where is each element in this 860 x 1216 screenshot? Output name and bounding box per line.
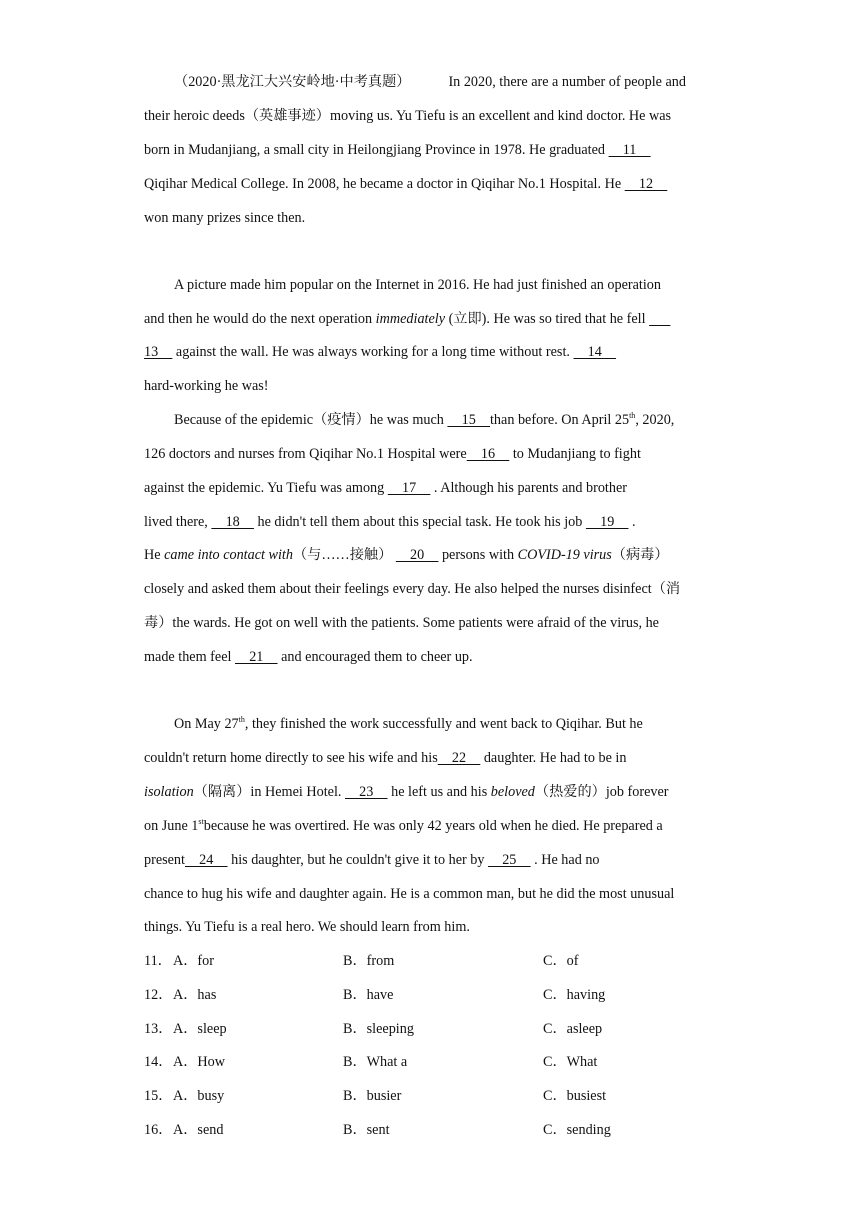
- passage-line: [144, 850, 600, 870]
- text-run: and encouraged them to cheer up.: [277, 649, 473, 665]
- passage-line: [144, 816, 663, 836]
- blank-15: 15: [447, 412, 490, 428]
- text-run: born in Mudanjiang, a small city in Heilongjiang Province in 1978. He graduated: [144, 142, 609, 158]
- question-number: 12．: [144, 987, 173, 1003]
- text-run: （与……接触）: [292, 547, 396, 563]
- option-b[interactable]: B．busier: [343, 1088, 402, 1104]
- passage-line: [144, 140, 651, 160]
- text-run: persons with: [438, 547, 518, 563]
- italic-term: isolation: [144, 784, 194, 800]
- passage-line: won many prizes since then.: [144, 210, 306, 226]
- italic-term: came into contact with: [164, 547, 293, 563]
- option-c[interactable]: C．sending: [543, 1122, 611, 1138]
- option-b[interactable]: B．What a: [343, 1054, 408, 1070]
- italic-term: beloved: [490, 784, 535, 800]
- text-run: and then he would do the next operation: [144, 311, 376, 327]
- text-run: because he was overtired. He was only 42 years old when he died. He prepared a: [203, 818, 663, 834]
- passage-line: [144, 647, 473, 667]
- blank-12: 12: [624, 176, 668, 192]
- text-run: , they finished the work successfully and went back to Qiqihar. But he: [244, 716, 643, 732]
- blank-13-start: [649, 311, 670, 327]
- option-a[interactable]: A．sleep: [173, 1021, 227, 1037]
- option-c[interactable]: C．having: [543, 987, 606, 1003]
- passage-line: [174, 714, 643, 734]
- passage-line: [144, 748, 626, 768]
- text-run: （热爱的）job forever: [534, 784, 669, 800]
- passage-line: 毒）the wards. He got on well with the patients. Some patients were afraid of the virus, he: [144, 615, 659, 631]
- text-run: （隔离）in Hemei Hotel.: [193, 784, 345, 800]
- text-run: daughter. He had to be in: [480, 750, 627, 766]
- passage-line: [144, 478, 627, 498]
- text-run: , 2020,: [635, 412, 675, 428]
- superscript: th: [629, 411, 636, 420]
- text-run: . Although his parents and brother: [430, 480, 627, 496]
- blank-13: 13: [144, 344, 173, 360]
- text-run: on June 1: [144, 818, 199, 834]
- passage-line: [174, 410, 674, 430]
- text-run: he left us and his: [387, 784, 491, 800]
- option-c[interactable]: C．of: [543, 953, 579, 969]
- blank-18: 18: [211, 514, 254, 530]
- text-run: Qiqihar Medical College. In 2008, he became a doctor in Qiqihar No.1 Hospital. He: [144, 176, 625, 192]
- passage-line: [144, 782, 668, 802]
- text-run: his daughter, but he couldn't give it to her by: [227, 852, 489, 868]
- option-b[interactable]: B．sleeping: [343, 1021, 414, 1037]
- blank-17: 17: [387, 480, 431, 496]
- text-run: he didn't tell them about this special task. He took his job: [253, 514, 586, 530]
- blank-19: 19: [585, 514, 629, 530]
- text-run: against the wall. He was always working for a long time without rest.: [172, 344, 574, 360]
- question-number: 15．: [144, 1088, 173, 1104]
- blank-22: 22: [437, 750, 481, 766]
- option-a[interactable]: A．for: [173, 953, 214, 969]
- blank-11: 11: [608, 142, 651, 158]
- source-tag: （2020·黑龙江大兴安岭地·中考真题）: [174, 74, 411, 90]
- superscript: th: [238, 715, 245, 724]
- option-c[interactable]: C．busiest: [543, 1088, 607, 1104]
- text-run: （病毒）: [611, 547, 669, 563]
- passage-line: A picture made him popular on the Internet in 2016. He had just finished an operation: [174, 277, 661, 293]
- text-run: against the epidemic. Yu Tiefu was among: [144, 480, 388, 496]
- option-c[interactable]: C．What: [543, 1054, 598, 1070]
- text-run: lived there,: [144, 514, 212, 530]
- text-run: couldn't return home directly to see his wife and his: [144, 750, 438, 766]
- passage-line: their heroic deeds（英雄事迹）moving us. Yu Tiefu is an excellent and kind doctor. He was: [144, 108, 672, 124]
- blank-16: 16: [466, 446, 510, 462]
- option-b[interactable]: B．from: [343, 953, 395, 969]
- passage-line: closely and asked them about their feelings every day. He also helped the nurses disinfect（消: [144, 581, 681, 597]
- text-run: . He had no: [530, 852, 600, 868]
- passage-line: chance to hug his wife and daughter again. He is a common man, but he did the most unusual: [144, 886, 675, 902]
- blank-14: 14: [573, 344, 617, 360]
- text-run: to Mudanjiang to fight: [509, 446, 641, 462]
- passage-line: things. Yu Tiefu is a real hero. We should learn from him.: [144, 919, 470, 935]
- option-b[interactable]: B．have: [343, 987, 394, 1003]
- passage-line: [144, 309, 670, 329]
- superscript: st: [198, 817, 204, 826]
- text-run: Because of the epidemic（疫情）he was much: [174, 412, 448, 428]
- blank-24: 24: [184, 852, 228, 868]
- text-run: than before. On April 25: [489, 412, 630, 428]
- text-run: made them feel: [144, 649, 235, 665]
- passage-line: [144, 512, 636, 532]
- question-number: 14．: [144, 1054, 173, 1070]
- blank-25: 25: [488, 852, 531, 868]
- blank-21: 21: [235, 649, 278, 665]
- italic-term: COVID-19 virus: [517, 547, 612, 563]
- option-a[interactable]: A．How: [173, 1054, 226, 1070]
- passage-line: [144, 444, 641, 464]
- passage-line: hard-working he was!: [144, 378, 269, 394]
- text-run: .: [628, 514, 636, 530]
- blank-20: 20: [395, 547, 439, 563]
- passage-line: [144, 545, 669, 565]
- text-run: He: [144, 547, 165, 563]
- text-run: On May 27: [174, 716, 239, 732]
- text-run: present: [144, 852, 185, 868]
- question-number: 13．: [144, 1021, 173, 1037]
- italic-term: immediately: [375, 311, 446, 327]
- option-a[interactable]: A．busy: [173, 1088, 225, 1104]
- option-c[interactable]: C．asleep: [543, 1021, 603, 1037]
- blank-23: 23: [344, 784, 388, 800]
- passage-line: [174, 72, 686, 92]
- passage-line: [144, 342, 616, 362]
- text-run: (立即). He was so tired that he fell: [445, 311, 650, 327]
- question-number: 16．: [144, 1122, 173, 1138]
- passage-line: [144, 174, 667, 194]
- option-a[interactable]: A．has: [173, 987, 217, 1003]
- option-a[interactable]: A．send: [173, 1122, 224, 1138]
- text-run: In 2020, there are a number of people and: [448, 74, 686, 90]
- text-run: 126 doctors and nurses from Qiqihar No.1 Hospital were: [144, 446, 467, 462]
- option-b[interactable]: B．sent: [343, 1122, 390, 1138]
- question-number: 11．: [144, 953, 172, 969]
